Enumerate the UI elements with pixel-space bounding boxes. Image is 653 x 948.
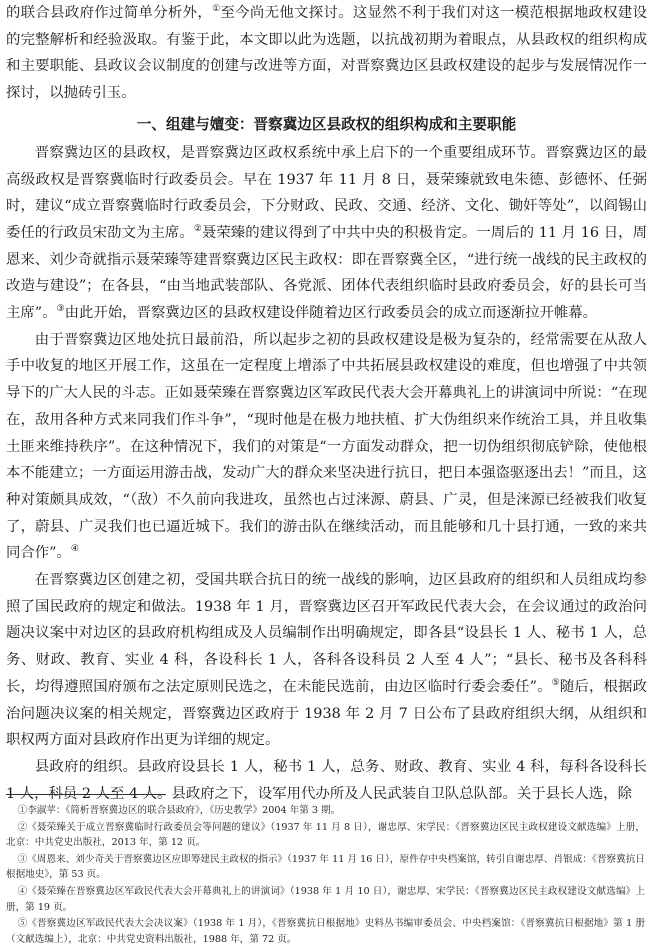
footnote-marker-3[interactable]: ③: [56, 304, 65, 315]
footnote-4: ④《聂荣臻在晋察冀边区军政民代表大会开幕典礼上的讲演词》（1938 年 1 月 10 日），谢忠厚、宋学民：《晋察冀边区民主政权建设文献选编》上册，第 19 页。: [6, 885, 645, 913]
footnotes: [6, 803, 645, 948]
paragraph-1-text-a: 晋察冀边区的县政权，是晋察冀边区政权系统中承上启下的一个重要组成环节。晋察冀边区的最高级政权是晋察冀临时行政委员会。早在 1937 年 11 月 8 日，聂荣臻就致电朱德、彭德怀、任弼时，建议“成立晋察冀临时行政委员会，下分财政、民政、交通、经济、文化、锄奸等处”，以阎锡山委任的行政员宋劭文为主席。: [6, 144, 647, 241]
paragraph-4: [6, 754, 647, 807]
paragraph-3-text-a: 在晋察冀边区创建之初，受国共联合抗日的统一战线的影响，边区县政府的组织和人员组成均参照了国民政府的规定和做法。1938 年 1 月，晋察冀边区召开军政民代表大会，在会议通过的政治问题决议案中对边区的县政府机构组成及人员编制作出明确规定，即各县“设县长 1 人、秘书 1 人，总务、财政、教育、实业 4 科，各设科长 1 人，各科各设科员 2 人至 4 人”；“县长、秘书及各科科长，均得遵照国府颁布之法定原则民选之，在未能民选前，由边区临时行委会委任”。: [6, 572, 647, 695]
intro-text-a: 的联合县政府作过简单分析外，: [6, 5, 213, 21]
paragraph-2: [6, 327, 647, 567]
footnote-marker-5[interactable]: ⑤: [551, 678, 560, 689]
paragraph-1: [6, 140, 647, 327]
intro-paragraph: [6, 0, 647, 107]
section-title: 一、组建与嬗变：晋察冀边区县政权的组织构成和主要职能: [136, 115, 517, 133]
paragraph-3-text-b: 随后，根据政治问题决议案的相关规定，晋察冀边区政府于 1938 年 2 月 7 日公布了县政府组织大纲，从组织和职权两方面对县政府作出更为详细的规定。: [6, 678, 647, 749]
paragraph-3: [6, 567, 647, 754]
footnote-marker-4[interactable]: ④: [70, 544, 79, 555]
footnote-marker-2[interactable]: ②: [193, 224, 202, 235]
footnote-2: ②《聂荣臻关于成立晋察冀临时行政委员会等问题的建议》（1937 年 11 月 8 日），谢忠厚、宋学民：《晋察冀边区民主政权建设文献选编》上册，北京：中共党史出版社，2013 年，第 12 页。: [6, 821, 645, 849]
paragraph-1-text-b: 聂荣臻的建议得到了中共中央的积极肯定。一周后的 11 月 16 日，周恩来、刘少奇就指示聂荣臻等建晋察冀边区民主政权：即在晋察冀全区，“进行统一战线的民主政权的改造与建设”；在各县，“由当地武装部队、各党派、团体代表组织临时县政府委员会，好的县长可当主席”。: [6, 224, 647, 322]
paragraph-1-text-c: 由此开始，晋察冀边区的县政权建设伴随着边区行政委员会的成立而逐渐拉开帷幕。: [64, 305, 598, 322]
footnote-1: ①李淑苹：《简析晋察冀边区的联合县政府》，《历史教学》2004 年第 3 期。: [17, 805, 341, 816]
footnote-separator: [6, 794, 166, 795]
footnote-marker-1[interactable]: ①: [212, 4, 221, 15]
footnote-3: ③《周恩来、刘少奇关于晋察冀边区应即筹建民主政权的指示》（1937 年 11 月 16 日），原件存中央档案馆，转引自谢忠厚、肖银成：《晋察冀抗日根据地史》，第 53 页。: [6, 853, 645, 881]
paragraph-2-text: 由于晋察冀边区地处抗日最前沿，所以起步之初的县政权建设是极为复杂的，经常需要在从敌人手中收复的地区开展工作，这虽在一定程度上增添了中共拓展县政权建设的难度，但也增强了中共领导下的广大人民的斗志。正如聂荣臻在晋察冀边区军政民代表大会开幕典礼上的讲演词中所说：“在现在，敌用各种方式来同我们作斗争”，“现时他是在极力地扶植、扩大伪组织来作统治工具，并且收集土匪来维持秩序”。在这种情况下，我们的对策是“一方面发动群众，把一切伪组织彻底铲除，使他根本不能建立；一方面运用游击战，发动广大的群众来坚决进行抗日，把日本强盗驱逐出去！”而且，这种对策颇具成效，“（敌）不久前向我进攻，虽然也占过涞源、蔚县、广灵，但是涞源已经被我们收复了，蔚县、广灵我们也已逼近城下。我们的游击队在继续活动，而且能够和几十县打通，一致的来共同合作”。: [6, 331, 647, 562]
paragraph-4-text: 县政府的组织。县政府设县长 1 人，秘书 1 人，总务、财政、教育、实业 4 科，每科各设科长 1 人，科员 2 人至 4 人。县政府之下，设军用代办所及人民武装自卫队总队部。关于县长人选，除: [6, 758, 647, 802]
intro-text-b: 至今尚无他文探讨。这显然不利于我们对这一模范根据地政权建设的完整解析和经验汲取。有鉴于此，本文即以此为选题，以抗战初期为着眼点，从县政权的组织构成和主要职能、县政议会议制度的创建与改进等方面，对晋察冀边区县政权建设的起步与发展情况作一探讨，以抛砖引玉。: [6, 5, 647, 102]
footnote-5: ⑤《晋察冀边区军政民代表大会决议案》（1938 年 1 月），《晋察冀抗日根据地》史料丛书编审委员会、中央档案馆：《晋察冀抗日根据地》第 1 册（文献选编上），北京：中共党史资料出版社，1988 年，第 72 页。: [6, 918, 645, 945]
body-text: [6, 0, 647, 807]
